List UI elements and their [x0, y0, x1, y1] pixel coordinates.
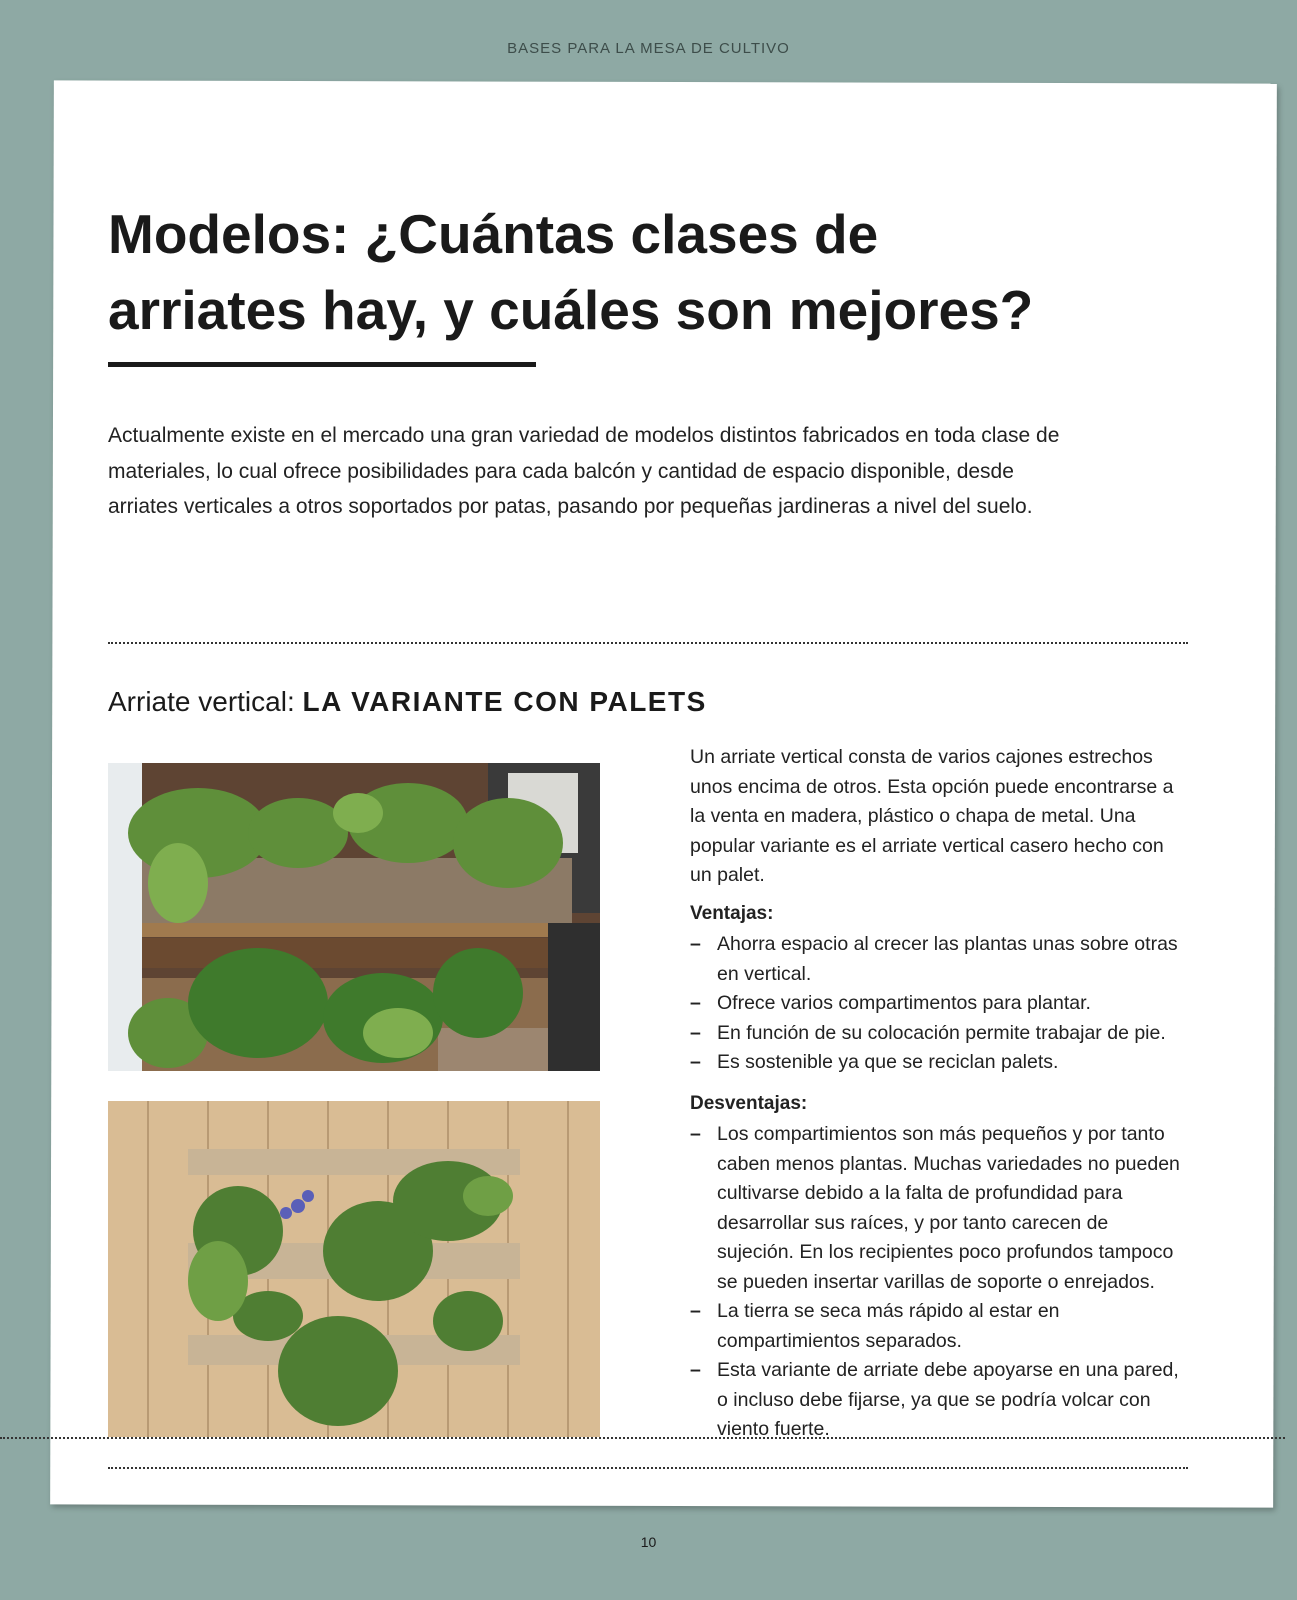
photo-vertical-planter	[108, 763, 600, 1071]
section-divider-bottom	[108, 1467, 1188, 1469]
page-title	[108, 196, 1108, 348]
advantage-text: Ahorra espacio al crecer las plantas unas sobre otras en vertical.	[717, 933, 1178, 985]
list-item	[690, 930, 1185, 989]
list-item	[690, 1019, 1185, 1049]
disadvantages-list	[690, 1120, 1185, 1445]
title-line-2: arriates hay, y cuáles son mejores?	[108, 279, 1034, 341]
title-line-1: Modelos: ¿Cuántas clases de	[108, 203, 879, 265]
photo-pallet-planter	[108, 1101, 600, 1437]
section-heading-lead: Arriate vertical:	[108, 686, 295, 717]
title-underline	[108, 362, 536, 367]
dash-bullet: –	[690, 1300, 701, 1322]
list-item	[690, 1120, 1185, 1297]
disadvantage-text: Los compartimientos son más pequeños y por tanto caben menos plantas. Muchas variedades no pueden cultivarse debido a la falta de profundidad para desarrollar sus raíces, y por tanto carecen de sujeción. En los recipientes poco profundos tampoco se pueden insertar varillas de soporte o enrejados.	[717, 1123, 1180, 1293]
list-item	[690, 1356, 1185, 1445]
dash-bullet: –	[690, 1359, 701, 1381]
list-item	[690, 989, 1185, 1019]
list-item	[690, 1048, 1185, 1078]
advantage-text: Es sostenible ya que se reciclan palets.	[717, 1051, 1059, 1073]
dash-bullet: –	[690, 1051, 701, 1073]
dash-bullet: –	[690, 933, 701, 955]
advantages-list	[690, 930, 1185, 1078]
fold-line	[0, 1437, 1285, 1439]
disadvantages-label: Desventajas:	[690, 1093, 808, 1114]
dash-bullet: –	[690, 1021, 701, 1044]
section-heading-emphasis: LA VARIANTE CON PALETS	[302, 686, 707, 717]
advantage-text: Ofrece varios compartimentos para plantar.	[717, 992, 1091, 1014]
intro-paragraph: Actualmente existe en el mercado una gran variedad de modelos distintos fabricados en toda clase de materiales, lo cual ofrece posibilidades para cada balcón y cantidad de espacio disponible, desde arriates verticales a otros soportados por patas, pasando por pequeñas jardineras a nivel del suelo.	[108, 424, 1060, 518]
advantages-label: Ventajas:	[690, 903, 774, 924]
dash-bullet: –	[690, 1123, 701, 1145]
disadvantage-text: La tierra se seca más rápido al estar en compartimientos separados.	[717, 1300, 1060, 1352]
section-heading	[108, 686, 707, 718]
dash-bullet: –	[690, 992, 701, 1014]
disadvantage-text: Esta variante de arriate debe apoyarse en una pared, o incluso debe fijarse, ya que se podría volcar con viento fuerte.	[717, 1359, 1179, 1440]
advantage-text: En función de su colocación permite trabajar de pie.	[717, 1021, 1166, 1044]
running-head: BASES PARA LA MESA DE CULTIVO	[507, 40, 790, 57]
section-divider-top	[108, 642, 1188, 644]
page-number: 10	[640, 1534, 657, 1550]
section-description: Un arriate vertical consta de varios cajones estrechos unos encima de otros. Esta opción puede encontrarse a la venta en madera, plástico o chapa de metal. Una popular variante es el arriate vertical casero hecho con un palet.	[690, 746, 1174, 886]
list-item	[690, 1297, 1185, 1356]
